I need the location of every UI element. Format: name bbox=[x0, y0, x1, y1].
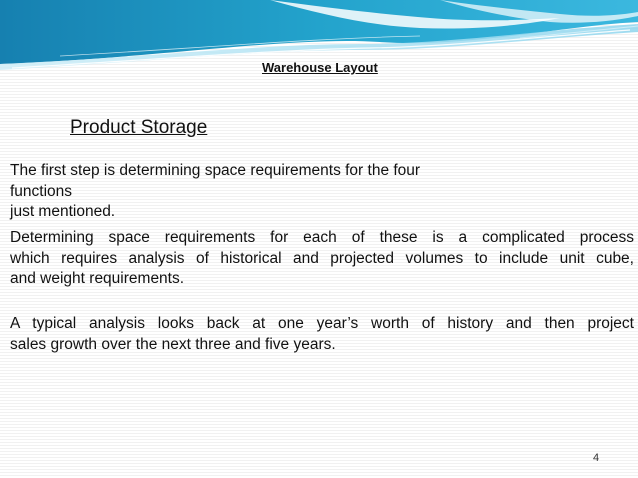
paragraph-line: The first step is determining space requirements for the four bbox=[10, 162, 421, 179]
paragraph-line: A typical analysis looks back at one year’s worth of history and then project bbox=[10, 315, 634, 332]
paragraph-line: Determining space requirements for each of these is a complicated process bbox=[10, 229, 634, 246]
paragraph-line: functions bbox=[10, 182, 73, 200]
section-heading: Product Storage bbox=[70, 117, 208, 138]
page-number: 4 bbox=[593, 452, 600, 464]
slide-title: Warehouse Layout bbox=[262, 60, 378, 75]
paragraph-determining bbox=[10, 228, 634, 290]
paragraph-line: just mentioned. bbox=[10, 203, 116, 220]
paragraph-space-requirements bbox=[10, 161, 530, 223]
paragraph-line: which requires analysis of historical and projected volumes to include unit cube, bbox=[10, 249, 634, 267]
paragraph-typical-analysis bbox=[10, 314, 634, 355]
paragraph-line: sales growth over the next three and five years. bbox=[10, 335, 336, 353]
paragraph-line: and weight requirements. bbox=[10, 270, 185, 287]
